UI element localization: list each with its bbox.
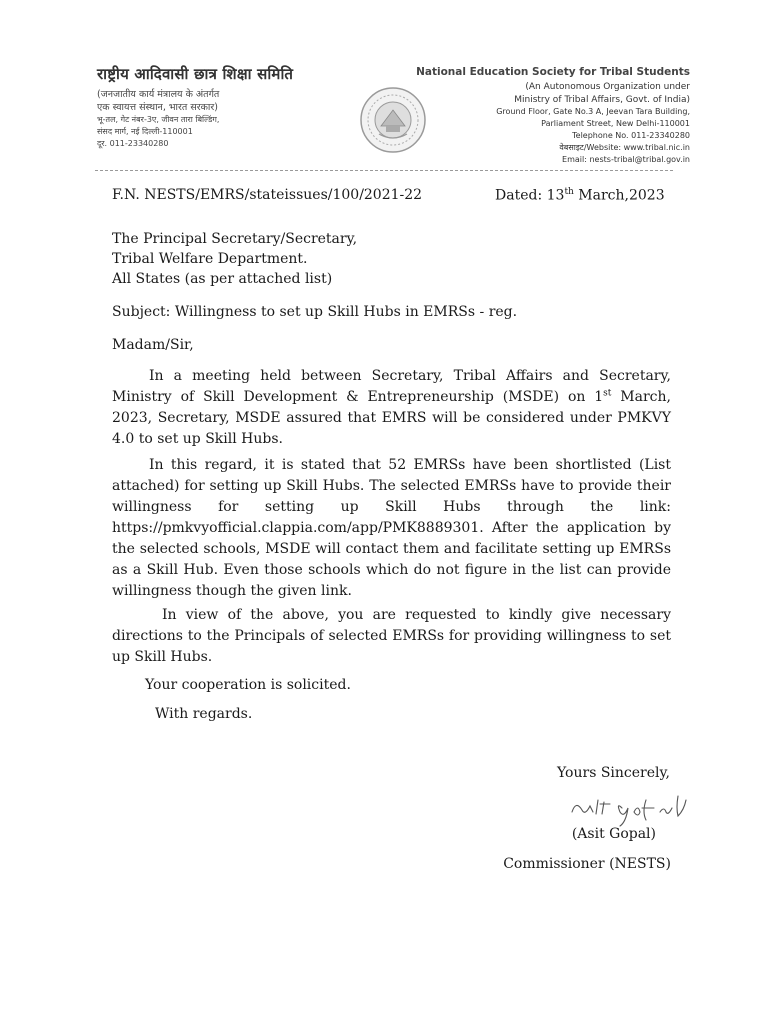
address-line-1: The Principal Secretary/Secretary, bbox=[112, 231, 358, 247]
letter-date bbox=[495, 187, 665, 204]
org-name-hindi: राष्ट्रीय आदिवासी छात्र शिक्षा समिति bbox=[97, 65, 294, 83]
paragraph-1-ordinal: st bbox=[603, 388, 612, 399]
org-name-english: National Education Society for Tribal Students bbox=[416, 66, 690, 78]
letterhead-divider bbox=[95, 170, 673, 171]
hindi-line-4: संसद मार्ग, नई दिल्ली-110001 bbox=[97, 127, 193, 136]
letterhead-hindi bbox=[97, 64, 367, 150]
signatory-designation: Commissioner (NESTS) bbox=[503, 856, 671, 872]
closing-line: Yours Sincerely, bbox=[557, 765, 670, 781]
hindi-line-2: एक स्वायत्त संस्थान, भारत सरकार) bbox=[97, 102, 218, 113]
english-line-2: Ministry of Tribal Affairs, Govt. of India) bbox=[514, 94, 690, 105]
english-line-5: Telephone No. 011-23340280 bbox=[572, 131, 690, 140]
paragraph-2: In this regard, it is stated that 52 EMRSs have been shortlisted (List attached) for setting up Skill Hubs. The selected EMRSs have to provide their willingness for setting up Skill Hubs through the link: https://pmkvyofficial.clappia.com/app/PMK8889301. After the application by the selected schools, MSDE will contact them and facilitate setting up EMRSs as a Skill Hub. Even those schools which do not figure in the list can provide willingness though the given link. bbox=[112, 457, 671, 599]
file-number: F.N. NESTS/EMRS/stateissues/100/2021-22 bbox=[112, 187, 423, 203]
english-line-3: Ground Floor, Gate No.3 A, Jeevan Tara Building, bbox=[496, 107, 690, 116]
english-line-4: Parliament Street, New Delhi-110001 bbox=[541, 119, 690, 128]
hindi-line-1: (जनजातीय कार्य मंत्रालय के अंतर्गत bbox=[97, 89, 220, 100]
hindi-line-5: दूर. 011-23340280 bbox=[97, 139, 169, 148]
date-suffix: March,2023 bbox=[573, 187, 665, 204]
recipient-address bbox=[112, 229, 357, 289]
english-line-1: (An Autonomous Organization under bbox=[525, 82, 690, 92]
english-line-7: Email: nests-tribal@tribal.gov.in bbox=[562, 155, 690, 164]
salutation: Madam/Sir, bbox=[112, 337, 194, 353]
letterhead-english bbox=[390, 66, 690, 166]
paragraph-3: In view of the above, you are requested to kindly give necessary directions to the Principals of selected EMRSs for providing willingness to set up Skill Hubs. bbox=[112, 607, 671, 665]
address-line-2: Tribal Welfare Department. bbox=[112, 251, 308, 267]
date-ordinal: th bbox=[564, 187, 574, 197]
subject-line: Subject: Willingness to set up Skill Hubs in EMRSs - reg. bbox=[112, 304, 518, 320]
cooperation-line: Your cooperation is solicited. bbox=[145, 677, 351, 693]
paragraph-1-part-2: March, 2023, Secretary, MSDE assured that EMRS will be considered under PMKVY 4.0 to set up Skill Hubs. bbox=[112, 389, 671, 447]
english-line-6: वेबसाइट/Website: www.tribal.nic.in bbox=[559, 143, 690, 152]
signatory-name: (Asit Gopal) bbox=[571, 826, 656, 842]
paragraph-1 bbox=[112, 366, 671, 450]
paragraph-1-part-1: In a meeting held between Secretary, Tribal Affairs and Secretary, Ministry of Skill Development & Entrepreneurship (MSDE) on 1 bbox=[112, 368, 671, 405]
date-prefix: Dated: 13 bbox=[495, 187, 565, 204]
hindi-line-3: भू-तल, गेट नंबर-3ए, जीवन तारा बिल्डिंग, bbox=[97, 115, 220, 124]
regards-line: With regards. bbox=[155, 706, 253, 722]
address-line-3: All States (as per attached list) bbox=[112, 271, 333, 287]
handwritten-signature bbox=[560, 782, 700, 828]
